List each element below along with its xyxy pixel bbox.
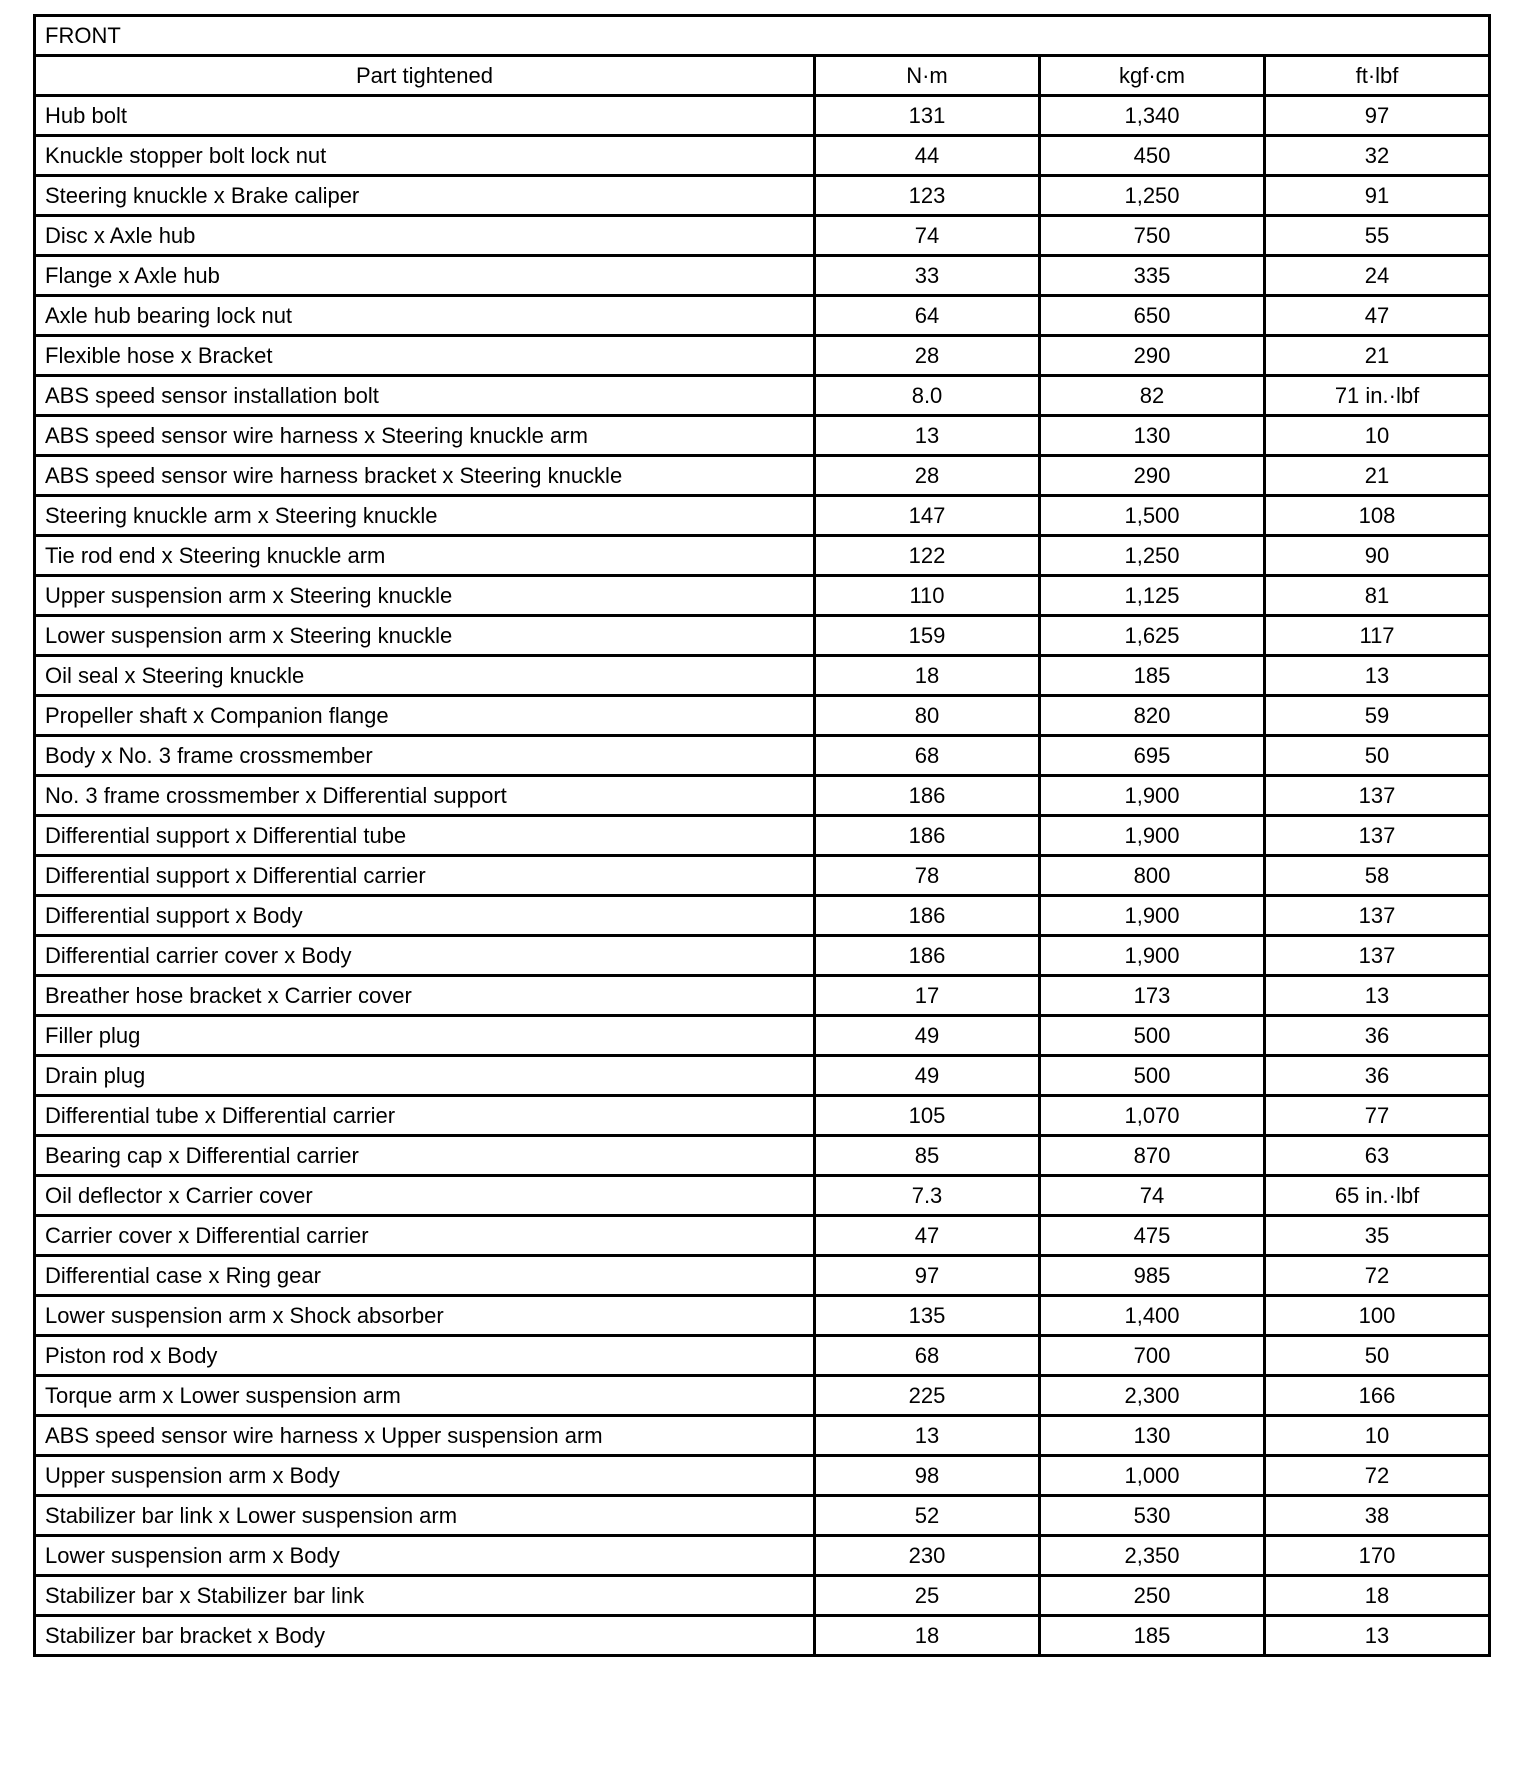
kgf-cm-cell: 290 (1040, 336, 1265, 376)
nm-cell: 49 (815, 1056, 1040, 1096)
part-cell: Carrier cover x Differential carrier (35, 1216, 815, 1256)
ft-lbf-cell: 58 (1265, 856, 1490, 896)
nm-cell: 7.3 (815, 1176, 1040, 1216)
part-cell: ABS speed sensor wire harness x Upper suspension arm (35, 1416, 815, 1456)
kgf-cm-cell: 1,125 (1040, 576, 1265, 616)
table-row (35, 1216, 1490, 1256)
table-row (35, 296, 1490, 336)
kgf-cm-cell: 1,900 (1040, 816, 1265, 856)
ft-lbf-cell: 18 (1265, 1576, 1490, 1616)
header-kgf-cm: kgf·cm (1040, 56, 1265, 96)
table-row (35, 416, 1490, 456)
section-title: FRONT (35, 16, 1490, 56)
part-cell: Differential carrier cover x Body (35, 936, 815, 976)
ft-lbf-cell: 59 (1265, 696, 1490, 736)
nm-cell: 186 (815, 896, 1040, 936)
kgf-cm-cell: 500 (1040, 1056, 1265, 1096)
kgf-cm-cell: 475 (1040, 1216, 1265, 1256)
nm-cell: 147 (815, 496, 1040, 536)
part-cell: Drain plug (35, 1056, 815, 1096)
ft-lbf-cell: 32 (1265, 136, 1490, 176)
part-cell: Lower suspension arm x Body (35, 1536, 815, 1576)
table-row (35, 176, 1490, 216)
kgf-cm-cell: 1,250 (1040, 176, 1265, 216)
part-cell: Propeller shaft x Companion flange (35, 696, 815, 736)
nm-cell: 49 (815, 1016, 1040, 1056)
table-row (35, 536, 1490, 576)
kgf-cm-cell: 130 (1040, 1416, 1265, 1456)
part-cell: Hub bolt (35, 96, 815, 136)
ft-lbf-cell: 55 (1265, 216, 1490, 256)
part-cell: Flexible hose x Bracket (35, 336, 815, 376)
header-part: Part tightened (35, 56, 815, 96)
nm-cell: 186 (815, 776, 1040, 816)
part-cell: Lower suspension arm x Steering knuckle (35, 616, 815, 656)
part-cell: Bearing cap x Differential carrier (35, 1136, 815, 1176)
table-row (35, 656, 1490, 696)
nm-cell: 68 (815, 736, 1040, 776)
table-body (35, 96, 1490, 1656)
nm-cell: 159 (815, 616, 1040, 656)
ft-lbf-cell: 47 (1265, 296, 1490, 336)
table-row (35, 1616, 1490, 1656)
ft-lbf-cell: 38 (1265, 1496, 1490, 1536)
table-row (35, 456, 1490, 496)
header-ft-lbf: ft·lbf (1265, 56, 1490, 96)
table-row (35, 1416, 1490, 1456)
table-row (35, 96, 1490, 136)
nm-cell: 52 (815, 1496, 1040, 1536)
table-row (35, 216, 1490, 256)
nm-cell: 44 (815, 136, 1040, 176)
kgf-cm-cell: 1,900 (1040, 896, 1265, 936)
part-cell: ABS speed sensor wire harness x Steering knuckle arm (35, 416, 815, 456)
table-row (35, 1096, 1490, 1136)
part-cell: Steering knuckle x Brake caliper (35, 176, 815, 216)
ft-lbf-cell: 13 (1265, 976, 1490, 1016)
part-cell: No. 3 frame crossmember x Differential support (35, 776, 815, 816)
table-row (35, 1056, 1490, 1096)
header-row (35, 56, 1490, 96)
kgf-cm-cell: 985 (1040, 1256, 1265, 1296)
kgf-cm-cell: 185 (1040, 1616, 1265, 1656)
nm-cell: 85 (815, 1136, 1040, 1176)
kgf-cm-cell: 750 (1040, 216, 1265, 256)
nm-cell: 28 (815, 336, 1040, 376)
kgf-cm-cell: 1,625 (1040, 616, 1265, 656)
header-nm: N·m (815, 56, 1040, 96)
kgf-cm-cell: 1,900 (1040, 776, 1265, 816)
part-cell: Torque arm x Lower suspension arm (35, 1376, 815, 1416)
kgf-cm-cell: 2,300 (1040, 1376, 1265, 1416)
nm-cell: 135 (815, 1296, 1040, 1336)
ft-lbf-cell: 97 (1265, 96, 1490, 136)
ft-lbf-cell: 36 (1265, 1056, 1490, 1096)
nm-cell: 98 (815, 1456, 1040, 1496)
nm-cell: 33 (815, 256, 1040, 296)
ft-lbf-cell: 91 (1265, 176, 1490, 216)
kgf-cm-cell: 700 (1040, 1336, 1265, 1376)
table-row (35, 496, 1490, 536)
table-row (35, 1336, 1490, 1376)
part-cell: Tie rod end x Steering knuckle arm (35, 536, 815, 576)
ft-lbf-cell: 35 (1265, 1216, 1490, 1256)
kgf-cm-cell: 1,900 (1040, 936, 1265, 976)
part-cell: Differential support x Differential tube (35, 816, 815, 856)
kgf-cm-cell: 130 (1040, 416, 1265, 456)
ft-lbf-cell: 166 (1265, 1376, 1490, 1416)
ft-lbf-cell: 21 (1265, 456, 1490, 496)
kgf-cm-cell: 650 (1040, 296, 1265, 336)
part-cell: Differential tube x Differential carrier (35, 1096, 815, 1136)
nm-cell: 110 (815, 576, 1040, 616)
table-row (35, 336, 1490, 376)
ft-lbf-cell: 63 (1265, 1136, 1490, 1176)
part-cell: Differential support x Body (35, 896, 815, 936)
part-cell: Piston rod x Body (35, 1336, 815, 1376)
table-row (35, 136, 1490, 176)
nm-cell: 80 (815, 696, 1040, 736)
ft-lbf-cell: 13 (1265, 1616, 1490, 1656)
ft-lbf-cell: 137 (1265, 816, 1490, 856)
ft-lbf-cell: 117 (1265, 616, 1490, 656)
kgf-cm-cell: 500 (1040, 1016, 1265, 1056)
ft-lbf-cell: 170 (1265, 1536, 1490, 1576)
part-cell: Oil deflector x Carrier cover (35, 1176, 815, 1216)
kgf-cm-cell: 250 (1040, 1576, 1265, 1616)
kgf-cm-cell: 185 (1040, 656, 1265, 696)
kgf-cm-cell: 695 (1040, 736, 1265, 776)
part-cell: Stabilizer bar bracket x Body (35, 1616, 815, 1656)
table-row (35, 816, 1490, 856)
table-row (35, 896, 1490, 936)
nm-cell: 186 (815, 936, 1040, 976)
nm-cell: 47 (815, 1216, 1040, 1256)
part-cell: Steering knuckle arm x Steering knuckle (35, 496, 815, 536)
kgf-cm-cell: 82 (1040, 376, 1265, 416)
ft-lbf-cell: 36 (1265, 1016, 1490, 1056)
nm-cell: 18 (815, 656, 1040, 696)
table-row (35, 936, 1490, 976)
kgf-cm-cell: 450 (1040, 136, 1265, 176)
nm-cell: 105 (815, 1096, 1040, 1136)
nm-cell: 68 (815, 1336, 1040, 1376)
kgf-cm-cell: 1,250 (1040, 536, 1265, 576)
part-cell: Differential case x Ring gear (35, 1256, 815, 1296)
nm-cell: 13 (815, 416, 1040, 456)
kgf-cm-cell: 1,400 (1040, 1296, 1265, 1336)
kgf-cm-cell: 2,350 (1040, 1536, 1265, 1576)
torque-spec-sheet (33, 14, 1488, 1657)
nm-cell: 123 (815, 176, 1040, 216)
torque-table (33, 14, 1491, 1657)
ft-lbf-cell: 50 (1265, 1336, 1490, 1376)
ft-lbf-cell: 50 (1265, 736, 1490, 776)
kgf-cm-cell: 290 (1040, 456, 1265, 496)
part-cell: Stabilizer bar link x Lower suspension arm (35, 1496, 815, 1536)
table-row (35, 736, 1490, 776)
part-cell: Flange x Axle hub (35, 256, 815, 296)
nm-cell: 225 (815, 1376, 1040, 1416)
table-row (35, 776, 1490, 816)
table-row (35, 616, 1490, 656)
part-cell: Body x No. 3 frame crossmember (35, 736, 815, 776)
ft-lbf-cell: 90 (1265, 536, 1490, 576)
part-cell: ABS speed sensor wire harness bracket x Steering knuckle (35, 456, 815, 496)
part-cell: Oil seal x Steering knuckle (35, 656, 815, 696)
ft-lbf-cell: 72 (1265, 1456, 1490, 1496)
kgf-cm-cell: 335 (1040, 256, 1265, 296)
table-row (35, 1256, 1490, 1296)
nm-cell: 28 (815, 456, 1040, 496)
kgf-cm-cell: 1,340 (1040, 96, 1265, 136)
part-cell: Breather hose bracket x Carrier cover (35, 976, 815, 1016)
kgf-cm-cell: 870 (1040, 1136, 1265, 1176)
part-cell: ABS speed sensor installation bolt (35, 376, 815, 416)
nm-cell: 64 (815, 296, 1040, 336)
kgf-cm-cell: 1,500 (1040, 496, 1265, 536)
ft-lbf-cell: 81 (1265, 576, 1490, 616)
ft-lbf-cell: 77 (1265, 1096, 1490, 1136)
nm-cell: 78 (815, 856, 1040, 896)
ft-lbf-cell: 21 (1265, 336, 1490, 376)
ft-lbf-cell: 24 (1265, 256, 1490, 296)
kgf-cm-cell: 74 (1040, 1176, 1265, 1216)
ft-lbf-cell: 10 (1265, 1416, 1490, 1456)
table-row (35, 1136, 1490, 1176)
section-row (35, 16, 1490, 56)
kgf-cm-cell: 530 (1040, 1496, 1265, 1536)
nm-cell: 122 (815, 536, 1040, 576)
kgf-cm-cell: 1,070 (1040, 1096, 1265, 1136)
part-cell: Knuckle stopper bolt lock nut (35, 136, 815, 176)
nm-cell: 131 (815, 96, 1040, 136)
nm-cell: 186 (815, 816, 1040, 856)
table-row (35, 1296, 1490, 1336)
table-row (35, 576, 1490, 616)
table-row (35, 856, 1490, 896)
nm-cell: 8.0 (815, 376, 1040, 416)
part-cell: Differential support x Differential carrier (35, 856, 815, 896)
table-row (35, 696, 1490, 736)
part-cell: Disc x Axle hub (35, 216, 815, 256)
ft-lbf-cell: 137 (1265, 936, 1490, 976)
ft-lbf-cell: 10 (1265, 416, 1490, 456)
kgf-cm-cell: 173 (1040, 976, 1265, 1016)
kgf-cm-cell: 800 (1040, 856, 1265, 896)
table-row (35, 1536, 1490, 1576)
table-row (35, 1376, 1490, 1416)
part-cell: Axle hub bearing lock nut (35, 296, 815, 336)
ft-lbf-cell: 72 (1265, 1256, 1490, 1296)
part-cell: Upper suspension arm x Steering knuckle (35, 576, 815, 616)
nm-cell: 17 (815, 976, 1040, 1016)
nm-cell: 13 (815, 1416, 1040, 1456)
part-cell: Stabilizer bar x Stabilizer bar link (35, 1576, 815, 1616)
table-row (35, 1176, 1490, 1216)
ft-lbf-cell: 100 (1265, 1296, 1490, 1336)
table-row (35, 1456, 1490, 1496)
table-row (35, 1016, 1490, 1056)
ft-lbf-cell: 137 (1265, 896, 1490, 936)
nm-cell: 97 (815, 1256, 1040, 1296)
part-cell: Upper suspension arm x Body (35, 1456, 815, 1496)
part-cell: Filler plug (35, 1016, 815, 1056)
table-row (35, 376, 1490, 416)
table-row (35, 256, 1490, 296)
kgf-cm-cell: 820 (1040, 696, 1265, 736)
ft-lbf-cell: 65 in.·lbf (1265, 1176, 1490, 1216)
nm-cell: 230 (815, 1536, 1040, 1576)
ft-lbf-cell: 71 in.·lbf (1265, 376, 1490, 416)
ft-lbf-cell: 108 (1265, 496, 1490, 536)
ft-lbf-cell: 137 (1265, 776, 1490, 816)
kgf-cm-cell: 1,000 (1040, 1456, 1265, 1496)
table-row (35, 1496, 1490, 1536)
nm-cell: 25 (815, 1576, 1040, 1616)
ft-lbf-cell: 13 (1265, 656, 1490, 696)
part-cell: Lower suspension arm x Shock absorber (35, 1296, 815, 1336)
table-row (35, 1576, 1490, 1616)
nm-cell: 74 (815, 216, 1040, 256)
table-row (35, 976, 1490, 1016)
nm-cell: 18 (815, 1616, 1040, 1656)
